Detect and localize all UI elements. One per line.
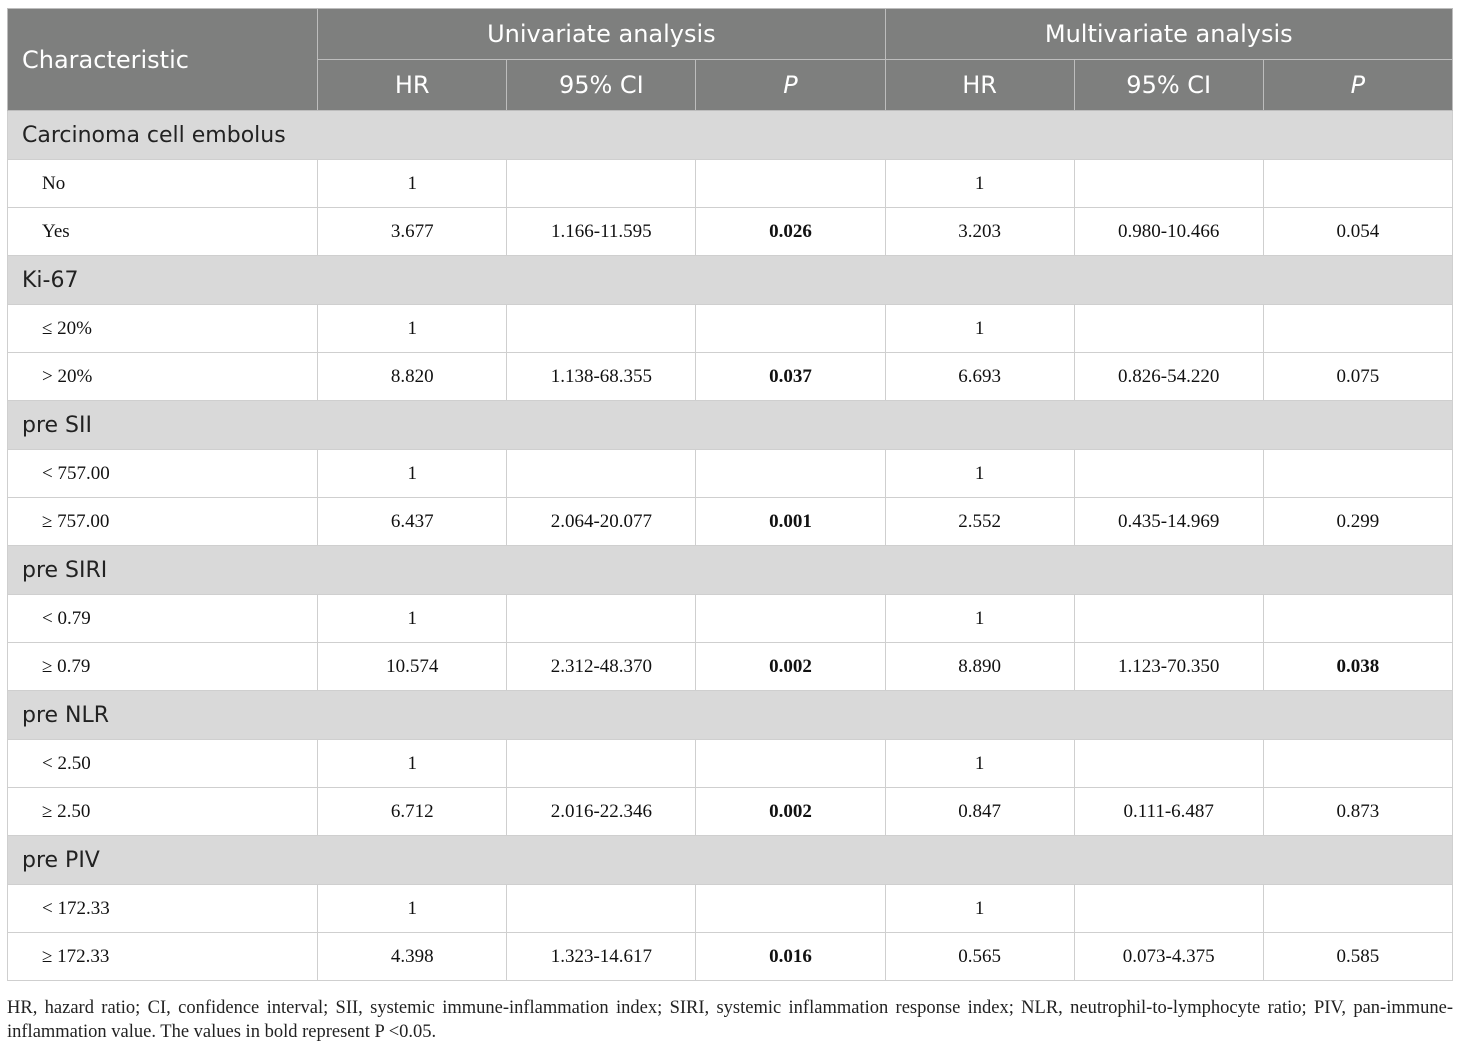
table-cell: 0.075 [1263, 353, 1452, 401]
table-cell: 3.203 [885, 208, 1074, 256]
multi-ci-header: 95% CI [1074, 60, 1263, 111]
table-cell [1074, 740, 1263, 788]
table-cell: 10.574 [318, 643, 507, 691]
table-cell: 0.435-14.969 [1074, 498, 1263, 546]
table-cell: 1 [318, 160, 507, 208]
table-row [8, 498, 1453, 546]
table-cell: 0.002 [696, 643, 885, 691]
table-cell [1263, 885, 1452, 933]
table-row [8, 740, 1453, 788]
table-cell: 0.001 [696, 498, 885, 546]
group-row [8, 836, 1453, 885]
table-cell [507, 885, 696, 933]
table-footnote: HR, hazard ratio; CI, confidence interval; SII, systemic immune-inflammation index; SIRI, systemic inflammation response index; NLR, neutrophil-to-lymphocyte ratio; PIV, pan-immune-inflammation value. The values in bold represent P <0.05. [7, 998, 1453, 1042]
univariate-header: Univariate analysis [318, 9, 885, 60]
table-cell [507, 305, 696, 353]
row-label: < 2.50 [8, 740, 318, 788]
table-cell: 6.693 [885, 353, 1074, 401]
table-cell: 0.873 [1263, 788, 1452, 836]
table-cell [696, 450, 885, 498]
table-cell: 0.585 [1263, 933, 1452, 981]
row-label: ≥ 2.50 [8, 788, 318, 836]
table-cell: 0.299 [1263, 498, 1452, 546]
group-title: pre SII [8, 401, 1453, 450]
group-title: Ki-67 [8, 256, 1453, 305]
row-label: < 172.33 [8, 885, 318, 933]
table-cell: 1 [885, 740, 1074, 788]
table-cell: 6.437 [318, 498, 507, 546]
table-cell: 0.054 [1263, 208, 1452, 256]
table-row [8, 788, 1453, 836]
table-cell: 1 [885, 450, 1074, 498]
table-cell [1263, 450, 1452, 498]
table-cell [696, 740, 885, 788]
row-label: < 757.00 [8, 450, 318, 498]
multi-p-header: P [1263, 60, 1452, 111]
table-cell: 0.038 [1263, 643, 1452, 691]
group-title: pre PIV [8, 836, 1453, 885]
row-label: > 20% [8, 353, 318, 401]
table-cell [1263, 160, 1452, 208]
table-row [8, 885, 1453, 933]
table-cell: 0.002 [696, 788, 885, 836]
table-row [8, 208, 1453, 256]
table-cell [507, 595, 696, 643]
table-cell [696, 305, 885, 353]
table-cell [1074, 450, 1263, 498]
table-cell [1074, 885, 1263, 933]
table-cell: 0.016 [696, 933, 885, 981]
table-cell: 0.073-4.375 [1074, 933, 1263, 981]
group-row [8, 256, 1453, 305]
table-cell: 1 [885, 885, 1074, 933]
table-body [8, 111, 1453, 981]
group-title: pre NLR [8, 691, 1453, 740]
table-cell: 0.565 [885, 933, 1074, 981]
table-row [8, 933, 1453, 981]
table-cell: 1.323-14.617 [507, 933, 696, 981]
table-cell: 0.980-10.466 [1074, 208, 1263, 256]
multivariate-header: Multivariate analysis [885, 9, 1452, 60]
row-label: ≥ 757.00 [8, 498, 318, 546]
table-cell: 0.111-6.487 [1074, 788, 1263, 836]
table-row [8, 353, 1453, 401]
table-cell: 2.552 [885, 498, 1074, 546]
table-cell [696, 885, 885, 933]
group-row [8, 691, 1453, 740]
multi-hr-header: HR [885, 60, 1074, 111]
table-cell: 0.826-54.220 [1074, 353, 1263, 401]
row-label: ≥ 172.33 [8, 933, 318, 981]
table-row [8, 160, 1453, 208]
row-label: < 0.79 [8, 595, 318, 643]
table-cell [1263, 595, 1452, 643]
group-row [8, 546, 1453, 595]
table-cell: 1 [318, 305, 507, 353]
table-cell: 1 [885, 160, 1074, 208]
table-cell: 2.016-22.346 [507, 788, 696, 836]
row-label: ≥ 0.79 [8, 643, 318, 691]
table-cell: 0.026 [696, 208, 885, 256]
table-row [8, 643, 1453, 691]
table-cell: 1.123-70.350 [1074, 643, 1263, 691]
table-cell: 1.138-68.355 [507, 353, 696, 401]
table-cell: 8.890 [885, 643, 1074, 691]
table-cell [1263, 305, 1452, 353]
table-cell [696, 595, 885, 643]
table-cell [1074, 595, 1263, 643]
table-cell: 1 [318, 885, 507, 933]
uni-hr-header: HR [318, 60, 507, 111]
table-cell: 2.064-20.077 [507, 498, 696, 546]
table-cell: 6.712 [318, 788, 507, 836]
table-cell [1074, 160, 1263, 208]
table-cell: 8.820 [318, 353, 507, 401]
group-row [8, 111, 1453, 160]
table-cell [507, 740, 696, 788]
table-row [8, 305, 1453, 353]
table-cell [507, 160, 696, 208]
row-label: Yes [8, 208, 318, 256]
table-header [8, 9, 1453, 111]
row-label: ≤ 20% [8, 305, 318, 353]
cox-regression-table [7, 8, 1453, 981]
characteristic-header: Characteristic [8, 9, 318, 111]
table-cell: 4.398 [318, 933, 507, 981]
group-row [8, 401, 1453, 450]
table-cell: 1 [885, 595, 1074, 643]
table-row [8, 450, 1453, 498]
table-cell: 0.847 [885, 788, 1074, 836]
table-cell: 1 [318, 450, 507, 498]
table-row [8, 595, 1453, 643]
table-cell: 1 [318, 595, 507, 643]
uni-ci-header: 95% CI [507, 60, 696, 111]
table-cell: 1.166-11.595 [507, 208, 696, 256]
table-cell [507, 450, 696, 498]
table-cell: 2.312-48.370 [507, 643, 696, 691]
table-cell: 1 [318, 740, 507, 788]
uni-p-header: P [696, 60, 885, 111]
row-label: No [8, 160, 318, 208]
table-cell [696, 160, 885, 208]
table-cell [1074, 305, 1263, 353]
table-cell: 3.677 [318, 208, 507, 256]
table-cell [1263, 740, 1452, 788]
table-cell: 1 [885, 305, 1074, 353]
table-cell: 0.037 [696, 353, 885, 401]
group-title: pre SIRI [8, 546, 1453, 595]
results-table-wrapper [7, 8, 1453, 981]
group-title: Carcinoma cell embolus [8, 111, 1453, 160]
